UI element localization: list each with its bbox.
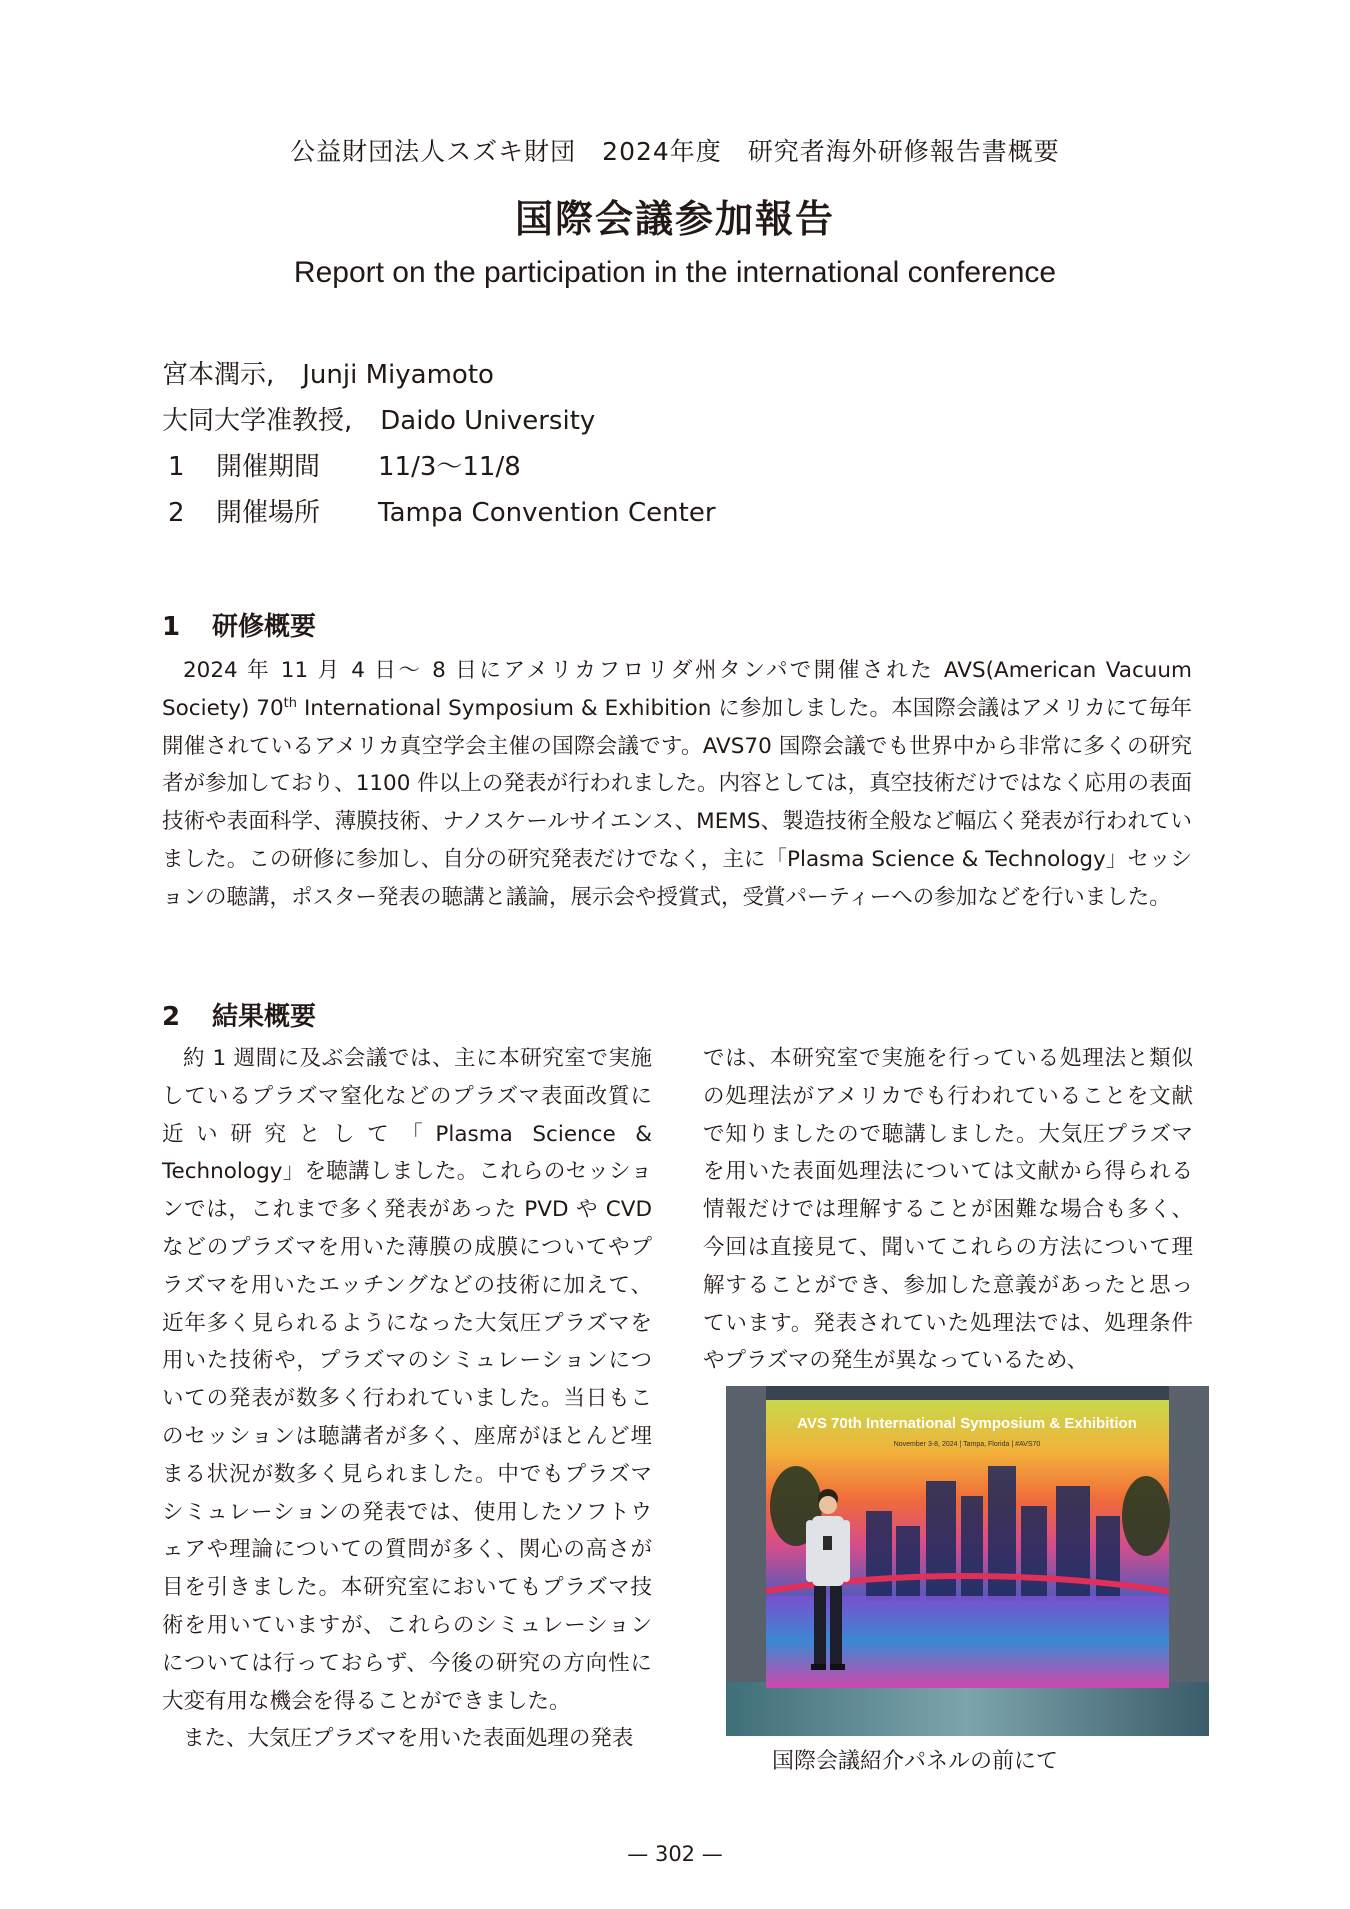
section-number: 2 xyxy=(162,1002,181,1032)
left-paragraph-1: 約 1 週間に及ぶ会議では、主に本研究室で実施しているプラズマ窒化などのプラズマ表面改質に近い研究として「Plasma Science & Technology」を聴講しました。これらのセッションでは，これまで多く発表があった PVD や CVD などのプラズマを用いた薄膜の成膜についてやプラズマを用いたエッチングなどの技術に加えて、近年多く見られるようになった大気圧プラズマを用いた技術や，プラズマのシミュレーションについての発表が数多く行われていました。当日もこのセッションは聴講者が多く、座席がほとんど埋まる状況が数多く見られました。中でもプラズマシミュレーションの発表では、使用したソフトウェアや理論についての質問が多く、関心の高さが目を引きました。本研究室においてもプラズマ技術を用いていますが、これらのシミュレーションについては行っておらず、今後の研究の方向性に大変有用な機会を得ることができました。 xyxy=(162,1046,652,1714)
section-title: 研修概要 xyxy=(212,612,317,642)
banner-title: AVS 70th International Symposium & Exhibition xyxy=(797,1415,1137,1432)
section-title: 結果概要 xyxy=(212,1002,317,1032)
detail-number: 2 xyxy=(168,498,185,528)
detail-value: 11/3～11/8 xyxy=(378,452,521,482)
photo-caption: 国際会議紹介パネルの前にて xyxy=(772,1749,1059,1774)
left-paragraph-2: また、大気圧プラズマを用いた表面処理の発表 xyxy=(183,1726,634,1752)
author-name-ja: 宮本潤示, xyxy=(162,360,275,390)
page-number: — 302 — xyxy=(627,1842,723,1866)
right-paragraph-1: では、本研究室で実施を行っている処理法と類似の処理法がアメリカでも行われていることを文献で知りましたので聴講しました。大気圧プラズマを用いた表面処理法については文献から得られる情報だけでは理解することが困難な場合も多く、今回は直接見て、聞いてこれらの方法について理解することができ、参加した意義があったと思っています。発表されていた処理法では、処理条件やプラズマの発生が異なっているため、 xyxy=(703,1046,1193,1374)
left-column xyxy=(162,1040,652,1758)
section1-text-b: International Symposium & Exhibition に参加しました。本国際会議はアメリカにて毎年開催されているアメリカ真空学会主催の国際会議です。AVS70 国際会議でも世界中から非常に多くの研究者が参加しており、1100 件以上の発表が行われました。内容としては，真空技術だけではなく応用の表面技術や表面科学、薄膜技術、ナノスケールサイエンス、MEMS、製造技術全般など幅広く発表が行われていました。この研修に参加し、自分の研究発表だけでなく，主に「Plasma Science & Technology」セッションの聴講，ポスター発表の聴講と議論，展示会や授賞式，受賞パーティーへの参加などを行いました。 xyxy=(162,695,1192,910)
affiliation-en: Daido University xyxy=(380,406,596,436)
right-column xyxy=(703,1040,1193,1380)
detail-value: Tampa Convention Center xyxy=(378,498,716,528)
detail-row-period xyxy=(162,446,521,483)
affiliation-ja: 大同大学准教授, xyxy=(162,406,353,436)
section-number: 1 xyxy=(162,612,181,642)
conference-photo xyxy=(726,1386,1209,1736)
section-heading-1 xyxy=(162,606,316,643)
detail-label: 開催期間 xyxy=(216,452,321,482)
author-line xyxy=(162,354,494,391)
page-title: 国際会議参加報告 xyxy=(514,197,835,241)
detail-number: 1 xyxy=(168,452,185,482)
section1-text-a: 2024 年 11 月 4 日～ 8 日にアメリカフロリダ州タンパで開催された AVS(American Vacuum Society) 70 xyxy=(162,658,1192,721)
detail-label: 開催場所 xyxy=(216,498,321,528)
author-name-en: Junji Miyamoto xyxy=(302,360,494,390)
organization-line: 公益財団法人スズキ財団 2024年度 研究者海外研修報告書概要 xyxy=(290,137,1060,166)
affiliation-line xyxy=(162,400,595,437)
banner-subtitle: November 3-8, 2024 | Tampa, Florida | #AVS70 xyxy=(893,1441,1041,1448)
detail-row-venue xyxy=(162,492,716,529)
section1-paragraph xyxy=(162,652,1192,917)
page-subtitle: Report on the participation in the international conference xyxy=(293,256,1057,289)
ordinal-suffix: th xyxy=(283,695,298,711)
section-heading-2 xyxy=(162,996,316,1033)
